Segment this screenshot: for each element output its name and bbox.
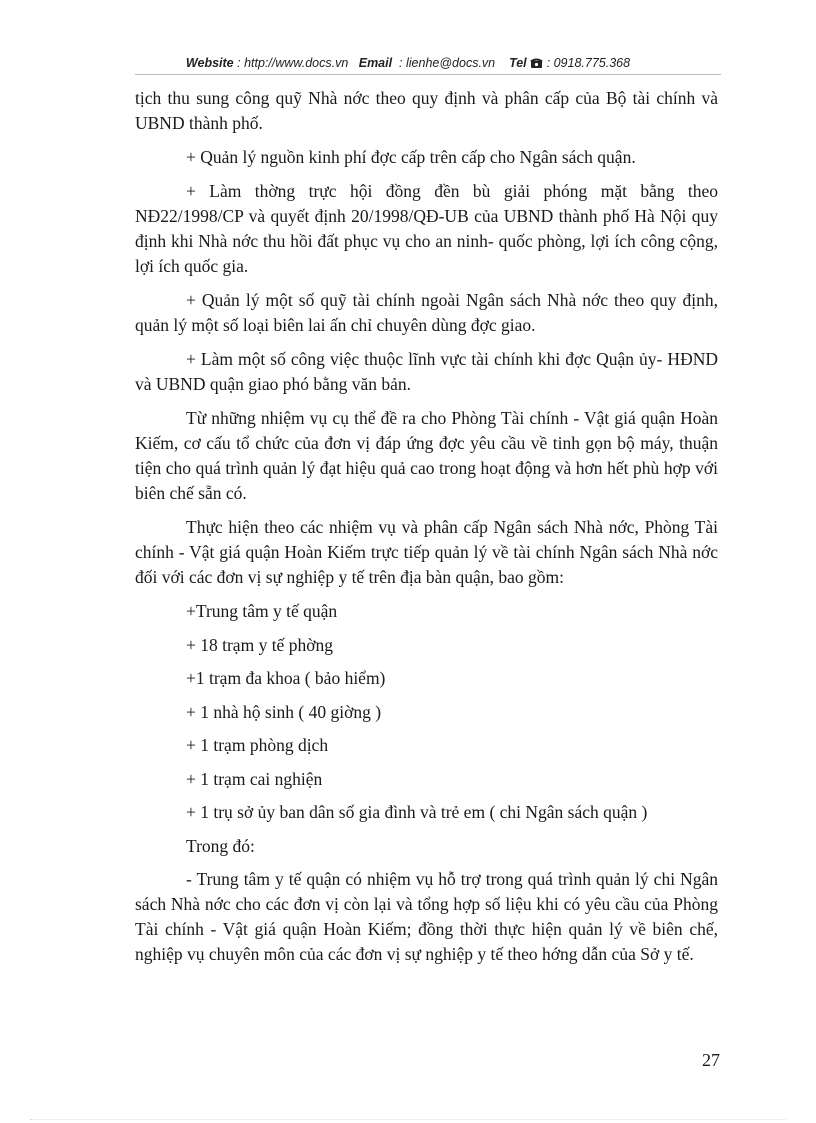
paragraph: Từ những nhiệm vụ cụ thể đề ra cho Phòng Tài chính - Vật giá quận Hoàn Kiếm, cơ cấu tổ chức của đơn vị đáp ứng đợc yêu cầu về tinh gọn bộ máy, thuận tiện cho quá trình quản lý đạt hiệu quả cao trong hoạt động và hơn hết phù hợp với biên chế sẵn có. bbox=[135, 408, 718, 503]
tel-label: Tel bbox=[509, 56, 527, 70]
list-item: Trong đó: bbox=[186, 835, 255, 856]
header-divider bbox=[135, 74, 721, 75]
paragraph: + Làm thờng trực hội đồng đền bù giải phóng mặt bằng theo NĐ22/1998/CP và quyết định 20/1998/QĐ-UB của UBND thành phố Hà Nội quy định khi Nhà nớc thu hồi đất phục vụ cho an ninh- quốc phòng, lợi ích công cộng, lợi ích quốc gia. bbox=[135, 181, 718, 276]
email-link[interactable]: lienhe@docs.vn bbox=[406, 56, 496, 70]
paragraph: + Làm một số công việc thuộc lĩnh vực tài chính khi đợc Quận ủy- HĐND và UBND quận giao phó bằng văn bản. bbox=[135, 349, 718, 394]
paragraph: + Quản lý nguồn kinh phí đợc cấp trên cấp cho Ngân sách quận. bbox=[186, 147, 636, 167]
email-label: Email bbox=[358, 56, 393, 70]
phone-icon bbox=[530, 56, 543, 70]
list-item: + 18 trạm y tế phờng bbox=[186, 634, 333, 655]
paragraph: tịch thu sung công quỹ Nhà nớc theo quy định và phân cấp của Bộ tài chính và UBND thành phố. bbox=[135, 88, 718, 133]
list-item: + 1 trạm phòng dịch bbox=[186, 735, 329, 755]
page-header: Website : http://www.docs.vn Email : lienhe@docs.vn Tel : 0918.775.368 bbox=[185, 56, 631, 70]
page-number: 27 bbox=[702, 1050, 720, 1070]
list-item: + 1 nhà hộ sinh ( 40 giờng ) bbox=[186, 701, 382, 722]
paragraph: Thực hiện theo các nhiệm vụ và phân cấp Ngân sách Nhà nớc, Phòng Tài chính - Vật giá quận Hoàn Kiếm trực tiếp quản lý về tài chính Ngân sách Nhà nớc đối với các đơn vị sự nghiệp y tế trên địa bàn quận, bao gồm: bbox=[135, 517, 718, 587]
list-item: +1 trạm đa khoa ( bảo hiểm) bbox=[186, 668, 386, 688]
paragraph: - Trung tâm y tế quận có nhiệm vụ hỗ trợ trong quá trình quản lý chi Ngân sách Nhà nớc cho các đơn vị còn lại và tổng hợp số liệu khi có yêu cầu của Phòng Tài chính - Vật giá quận Hoàn Kiếm; đồng thời thực hiện quản lý về biên chế, nghiệp vụ chuyên môn của các đơn vị sự nghiệp y tế theo hớng dẫn của Sở y tế. bbox=[135, 869, 718, 964]
footer-divider bbox=[30, 1119, 786, 1120]
document-body bbox=[135, 86, 718, 976]
list-item: + 1 trạm cai nghiện bbox=[186, 768, 323, 789]
paragraph: + Quản lý một số quỹ tài chính ngoài Ngân sách Nhà nớc theo quy định, quản lý một số loại biên lai ấn chỉ chuyên dùng đợc giao. bbox=[135, 290, 718, 335]
tel-value: 0918.775.368 bbox=[553, 56, 631, 70]
list-item: +Trung tâm y tế quận bbox=[186, 601, 338, 621]
website-link[interactable]: http://www.docs.vn bbox=[244, 56, 349, 70]
website-label: Website bbox=[185, 56, 234, 70]
list-item: + 1 trụ sở ủy ban dân số gia đình và trẻ em ( chi Ngân sách quận ) bbox=[186, 802, 648, 822]
